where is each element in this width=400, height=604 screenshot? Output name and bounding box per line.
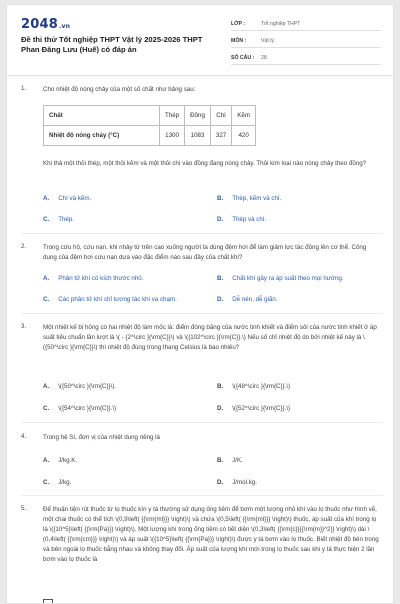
question-number: 1. bbox=[21, 85, 27, 92]
meta-label: MÔN : bbox=[231, 37, 247, 44]
option-letter: D. bbox=[217, 296, 224, 303]
meta-label: SỐ CÂU : bbox=[231, 54, 255, 61]
option-text: J/kg. bbox=[58, 479, 72, 486]
question-text: Một nhiệt kế bị hỏng có hai nhiệt độ làm mốc là: điểm đóng băng của nước tinh khiết và điểm sôi của nước tinh khiết ở áp suất tiêu chuẩn lần lượt là \( - {2^\circ }{\rm{C}}\) và \({102^\circ }{\rm{C}}.\) Nếu số chỉ nhiệt độ do bởi nhiệt kế này là \({50^\circ }{\rm{C}}\) thì nhiệt độ đúng trong thang Celsius là bao nhiêu? bbox=[43, 324, 377, 351]
site-logo[interactable] bbox=[21, 17, 70, 32]
table-header-row bbox=[44, 106, 256, 126]
option-4c[interactable] bbox=[43, 479, 71, 486]
option-letter: D. bbox=[217, 405, 224, 412]
table-cell: 1300 bbox=[160, 126, 185, 146]
question-text: Trong hệ SI, đơn vị của nhiệt dung riêng là bbox=[43, 434, 160, 441]
meta-label: LỚP : bbox=[231, 20, 246, 27]
option-text: J/kg.K. bbox=[58, 457, 78, 464]
melting-point-table bbox=[43, 105, 256, 146]
option-letter: B. bbox=[217, 275, 224, 282]
option-letter: A. bbox=[43, 383, 50, 390]
option-text: \({48^\circ }{\rm{C}}.\) bbox=[232, 383, 291, 390]
option-letter: A. bbox=[43, 275, 50, 282]
meta-row-class bbox=[231, 17, 381, 31]
option-text: \({54^\circ }{\rm{C}}.\) bbox=[58, 405, 117, 412]
question-divider bbox=[21, 422, 383, 423]
meta-row-subject bbox=[231, 34, 381, 48]
question-number: 5. bbox=[21, 505, 27, 512]
option-2d[interactable] bbox=[217, 296, 278, 303]
meta-value: Tốt nghiệp THPT bbox=[261, 20, 301, 27]
option-text: Chì và kẽm. bbox=[58, 195, 92, 202]
option-letter: B. bbox=[217, 457, 224, 464]
option-text: Dễ nén, dễ giãn. bbox=[232, 296, 278, 303]
option-text: Thép, kẽm và chì. bbox=[232, 195, 282, 202]
option-text: Chất khí gây ra áp suất theo mọi hướng. bbox=[232, 275, 344, 282]
table-header-cell: Kẽm bbox=[232, 106, 256, 126]
option-letter: D. bbox=[217, 479, 224, 486]
table-cell: 1083 bbox=[185, 126, 211, 146]
question-subtext: Khi thả một thỏi thép, một thỏi kẽm và một thỏi chì vào đồng đang nóng chảy. Thỏi kim loại nào nóng chảy theo đồng? bbox=[43, 160, 367, 167]
meta-value: 28 bbox=[261, 54, 267, 61]
document-header bbox=[7, 5, 393, 73]
meta-row-count bbox=[231, 51, 381, 65]
table-header-cell: Chì bbox=[210, 106, 231, 126]
option-letter: B. bbox=[217, 195, 224, 202]
logo-text: 2048 bbox=[21, 17, 58, 32]
option-1a[interactable] bbox=[43, 195, 91, 202]
table-row bbox=[44, 126, 256, 146]
question-divider bbox=[21, 495, 383, 496]
meta-value: Vật lý bbox=[261, 37, 274, 44]
option-text: J/K. bbox=[232, 457, 243, 464]
question-divider bbox=[21, 313, 383, 314]
table-cell: 420 bbox=[232, 126, 256, 146]
option-text: Thép. bbox=[58, 216, 75, 223]
option-4d[interactable] bbox=[217, 479, 257, 486]
table-row-label: Nhiệt độ nóng chảy (°C) bbox=[44, 126, 160, 146]
question-number: 3. bbox=[21, 323, 27, 330]
table-cell: 327 bbox=[210, 126, 231, 146]
option-1b[interactable] bbox=[217, 195, 281, 202]
option-4b[interactable] bbox=[217, 457, 243, 464]
option-3b[interactable] bbox=[217, 383, 290, 390]
option-letter: D. bbox=[217, 216, 224, 223]
option-3c[interactable] bbox=[43, 405, 116, 412]
header-divider bbox=[7, 75, 393, 76]
option-text: J/mol.kg. bbox=[232, 479, 257, 486]
option-letter: A. bbox=[43, 457, 50, 464]
option-2c[interactable] bbox=[43, 296, 177, 303]
option-1d[interactable] bbox=[217, 216, 266, 223]
option-2a[interactable] bbox=[43, 275, 143, 282]
option-letter: A. bbox=[43, 195, 50, 202]
option-letter: B. bbox=[217, 383, 224, 390]
table-header-cell: Đồng bbox=[185, 106, 211, 126]
question-number: 4. bbox=[21, 433, 27, 440]
option-letter: C. bbox=[43, 479, 50, 486]
option-3a[interactable] bbox=[43, 383, 116, 390]
option-4a[interactable] bbox=[43, 457, 77, 464]
question-text: Trong cứu hộ, cứu nạn, khi nhảy từ trên cao xuống người ta dùng đệm hơi để làm giảm lực tác động lên cơ thể. Công dụng của đệm hơi cứu nạn dựa vào đặc điểm nào sau đây của chất khí? bbox=[43, 244, 367, 261]
question-text: Để thuận tiện rút thuốc từ lọ thuốc kín y tá thường sử dụng ống tiêm để bơm một lượng nhỏ khí vào lọ thuốc như hình vẽ, một chai thuốc có thể tích \(0,9\left( {{\rm{ml}}} \right)\) và chứa \(0,5\left( {{\rm{ml}}} \right)\) thuốc, áp suất của khí trong lọ là \({10^5}\left( {{\rm{Pa}}} \right)\). Một lượng khí trong ống tiêm có tiết diện \(0,3\left( {{\rm{c}}{{\rm{m}}^2}} \right)\) dài \(0,4\left( {{\rm{cm}}} \right)\) và áp suất \({10^5}\left( {{\rm{Pa}}} \right)\) được y tá bơm vào lọ thuốc. Biết nhiệt độ bên trong và bên ngoài lọ thuốc bằng nhau và không thay đổi. Áp suất của lượng khí mới trong lọ thuốc sau khi y tá thực hiện 2 lần bơm vào lọ thuốc là bbox=[43, 506, 379, 563]
option-letter: C. bbox=[43, 216, 50, 223]
option-2b[interactable] bbox=[217, 275, 344, 282]
option-3d[interactable] bbox=[217, 405, 290, 412]
option-text: Các phân tử khí chỉ tương tác khi va chạm. bbox=[58, 296, 177, 303]
question-number: 2. bbox=[21, 243, 27, 250]
table-header-cell: Chất bbox=[44, 106, 160, 126]
option-text: \({52^\circ }{\rm{C}}.\) bbox=[232, 405, 291, 412]
document-page bbox=[6, 4, 394, 604]
question-text: Cho nhiệt độ nóng chảy của một số chất như bảng sau: bbox=[43, 86, 196, 93]
option-1c[interactable] bbox=[43, 216, 74, 223]
option-text: Phân tử khí có kích thước nhỏ. bbox=[58, 275, 144, 282]
exam-meta bbox=[231, 17, 381, 68]
question-divider bbox=[21, 233, 383, 234]
document-title: Đề thi thử Tốt nghiệp THPT Vật lý 2025-2026 THPT Phan Đăng Lưu (Huế) có đáp án bbox=[21, 35, 203, 54]
option-letter: C. bbox=[43, 405, 50, 412]
option-text: \({50^\circ }{\rm{C}}\). bbox=[58, 383, 117, 390]
table-header-cell: Thép bbox=[160, 106, 185, 126]
option-letter: C. bbox=[43, 296, 50, 303]
option-text: Thép và chì. bbox=[232, 216, 267, 223]
logo-suffix: .vn bbox=[58, 23, 71, 30]
